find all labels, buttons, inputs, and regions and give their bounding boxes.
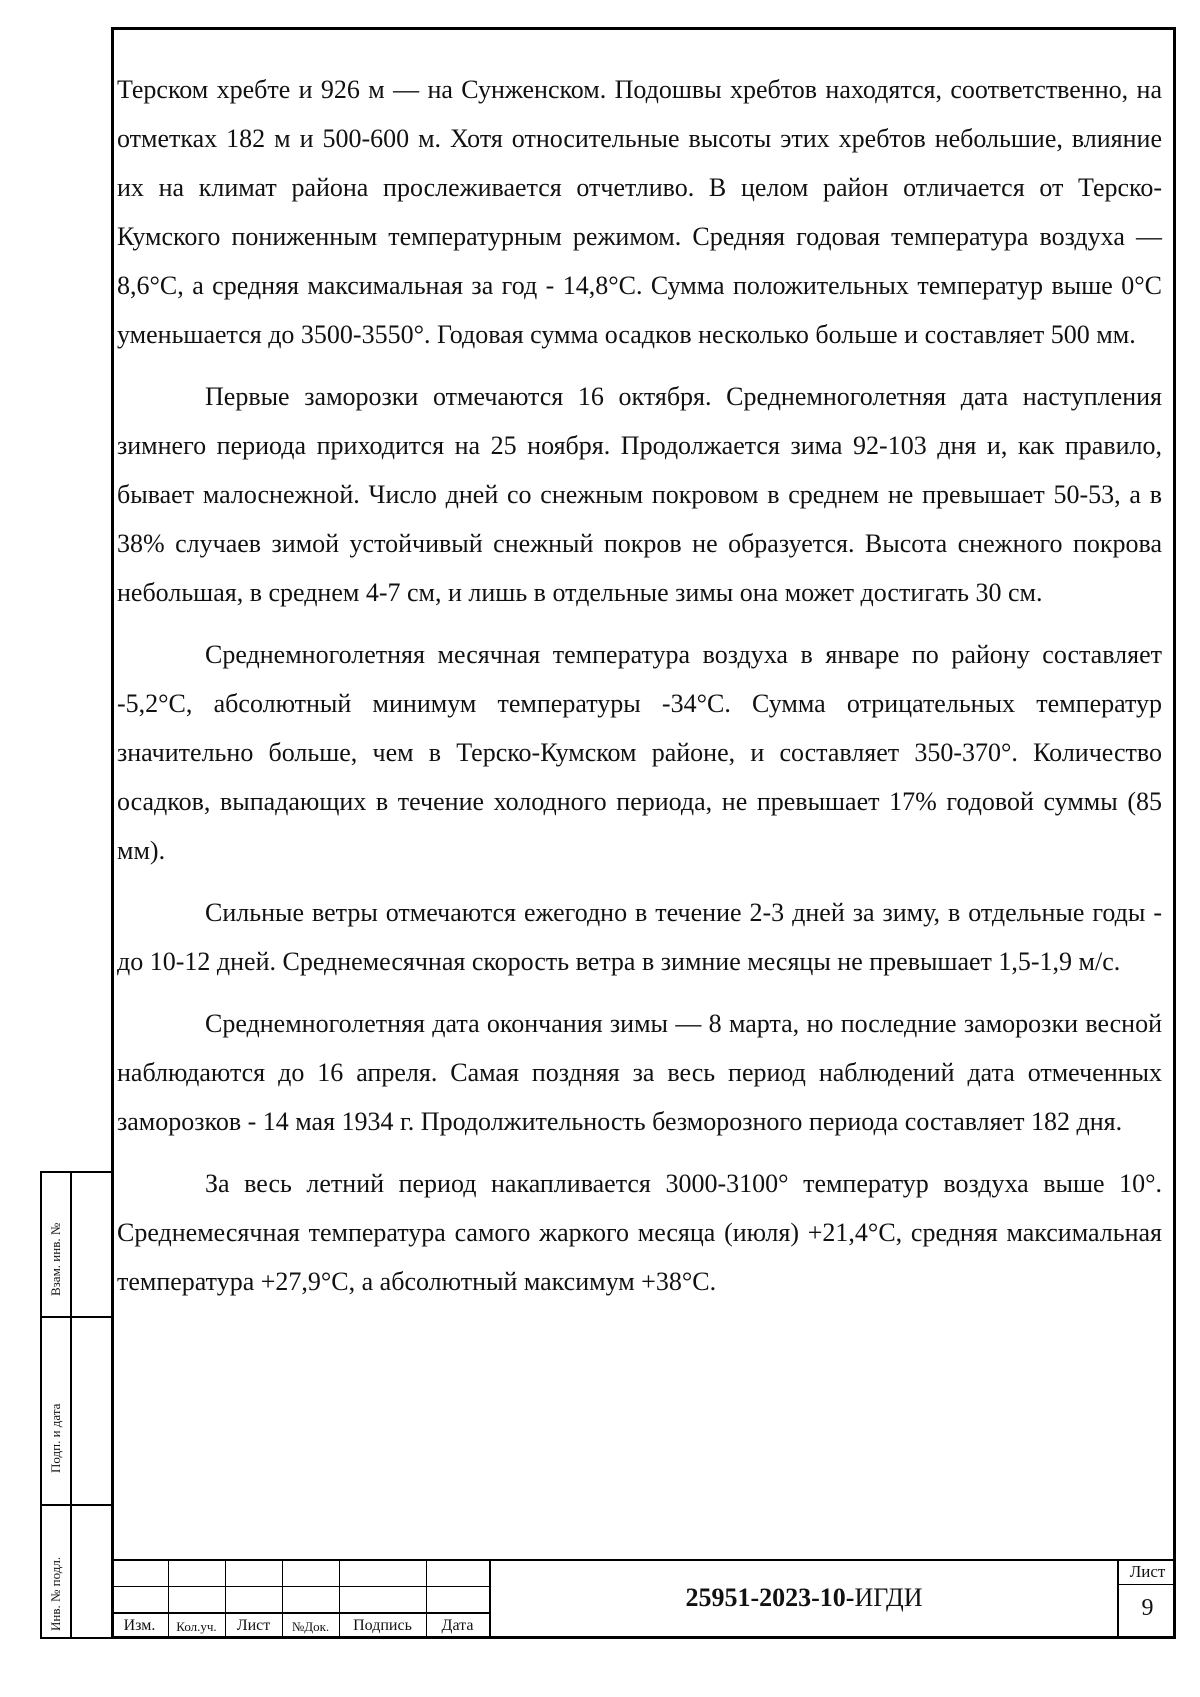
paragraph-4: Сильные ветры отмечаются ежегодно в течение 2-3 дней за зиму, в отдельные годы - до 10-12 дней. Среднемесячная скорость ветра в зимние месяцы не превышает 1,5-1,9 м/с. [117,898,1162,976]
label-list: Лист [236,1617,271,1634]
label-data: Дата [441,1617,474,1634]
title-block-top-line [111,1559,1176,1561]
side-stamp-divider-1 [40,1316,111,1318]
paragraph-5: Среднемноголетняя дата окончания зимы — 8 марта, но последние заморозки весной наблюдаются до 16 апреля. Самая поздняя за весь период наблюдений дата отмеченных заморозков - 14 мая 1934 г. Продолжительность безморозного периода составляет 182 дня. [117,1009,1162,1136]
side-stamp-top-line [40,1171,111,1173]
paragraph-1: Терском хребте и 926 м — на Сунженском. Подошвы хребтов находятся, соответственно, на отметках 182 м и 500-600 м. Хотя относительные высоты этих хребтов небольшие, влияние их на климат района прослеживается отчетливо. В целом район отличается от Терско-Кумского пониженным температурным режимом. Средняя годовая температура воздуха — 8,6°С, а средняя максимальная за год - 14,8°С. Сумма положительных температур выше 0°С уменьшается до 3500-3550°. Годовая сумма осадков несколько больше и составляет 500 мм. [117,75,1162,349]
side-stamp-divider-2 [40,1504,111,1506]
sheet-number: 9 [1141,1595,1154,1621]
paragraph-3: Среднемноголетняя месячная температура воздуха в январе по району составляет -5,2°С, абсолютный минимум температуры -34°С. Сумма отрицательных температур значительно больше, чем в Терско-Кумском районе, и составляет 350-370°. Количество осадков, выпадающих в течение холодного периода, не превышает 17% годовой суммы (85 мм). [117,640,1162,865]
label-podpis: Подпись [353,1617,412,1634]
label-ndok: №Док. [291,1619,330,1634]
document-body [117,65,1162,1306]
side-stamp-bottom-line [40,1637,111,1639]
sheet-label: Лист [1129,1562,1166,1581]
document-code-number: 25951-2023-10- [685,1583,855,1612]
document-code [491,1583,1117,1613]
paragraph-2: Первые заморозки отмечаются 16 октября. Среднемноголетняя дата наступления зимнего периода приходится на 25 ноября. Продолжается зима 92-103 дня и, как правило, бывает малоснежной. Число дней со снежным покровом в среднем не превышает 50-53, а в 38% случаев зимой устойчивый снежный покров не образуется. Высота снежного покрова небольшая, в среднем 4-7 см, и лишь в отдельные зимы она может достигать 30 см. [117,382,1162,607]
label-izm: Изм. [123,1617,156,1634]
label-kol-uch: Кол.уч. [176,1619,217,1634]
side-stamp-left-line [40,1171,42,1639]
side-label-podp: Подп. и дата [48,1403,63,1473]
paragraph-6: За весь летний период накапливается 3000-3100° температур воздуха выше 10°. Среднемесячная температура самого жаркого месяца (июля) +21,4°С, средняя максимальная температура +27,9°С, а абсолютный максимум +38°С. [117,1169,1162,1296]
side-label-inv: Инв. № подл. [48,1556,63,1631]
side-stamp-inner-line [70,1171,72,1639]
title-block [111,1559,1176,1639]
grid-line-sheet [1117,1584,1176,1585]
side-label-vzam: Взам. инв. № [48,1222,63,1296]
side-stamp [40,1171,111,1639]
document-code-suffix: ИГДИ [854,1583,923,1612]
